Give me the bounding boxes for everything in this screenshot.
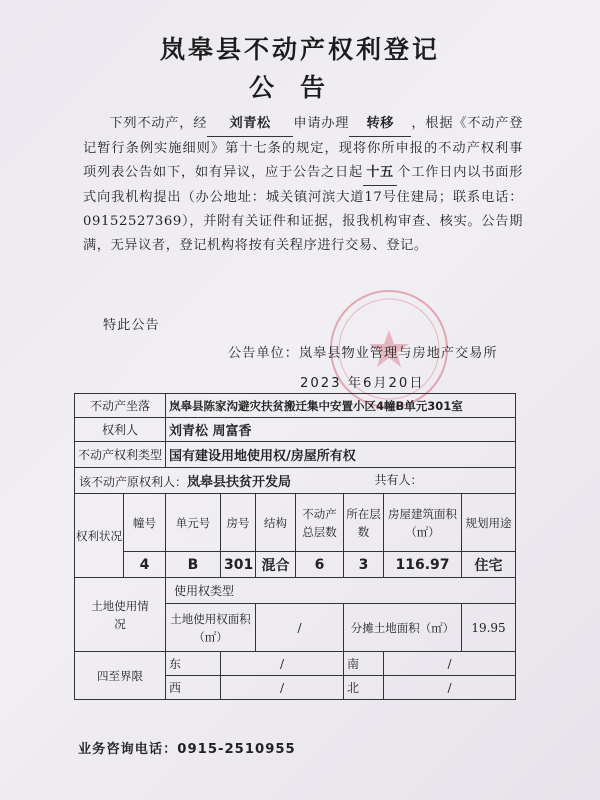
value-floor-area: 116.97: [384, 552, 462, 578]
registration-type: 转移: [349, 112, 411, 137]
intro-text-2: 申请办理: [293, 116, 350, 131]
right-type-label: 不动产权利类型: [75, 442, 166, 468]
co-owner-label: 共有人：: [374, 473, 423, 487]
value-total-floors: 6: [296, 552, 344, 578]
header-floor: 所在层数: [344, 494, 384, 552]
value-floor: 3: [344, 552, 384, 578]
location-value: 岚皋县陈家沟避灾扶贫搬迁集中安置小区4幢B单元301室: [166, 394, 516, 418]
orig-holder-row: [75, 468, 516, 494]
value-building: 4: [124, 552, 166, 578]
header-usage: 规划用途: [462, 494, 516, 552]
date-year: 2023: [300, 376, 342, 391]
north-label: 北: [344, 676, 384, 700]
date-year-suffix: 年: [347, 376, 363, 391]
east-label: 东: [166, 652, 221, 676]
status-label: 权利状况: [75, 494, 124, 578]
right-type-value: 国有建设用地使用权/房屋所有权: [166, 442, 516, 468]
south-label: 南: [344, 652, 384, 676]
east-value: /: [221, 652, 344, 676]
north-value: /: [384, 676, 516, 700]
orig-holder-label: 该不动产原权利人：: [79, 475, 188, 489]
hotline: 业务咨询电话：0915-2510955: [78, 742, 296, 757]
issuing-unit-name: 岚皋县物业管理与房地产交易所: [298, 346, 498, 361]
west-value: /: [221, 676, 344, 700]
date-month-suffix: 月: [373, 376, 389, 391]
header-unit: 单元号: [166, 494, 221, 552]
shared-area-value: 19.95: [462, 604, 516, 652]
land-area-label: 土地使用权面积（㎡）: [166, 604, 256, 652]
header-floor-area: 房屋建筑面积（㎡）: [384, 494, 462, 552]
west-label: 西: [166, 676, 221, 700]
value-room: 301: [221, 552, 256, 578]
header-total-floors: 不动产总层数: [296, 494, 344, 552]
intro-text-4: 个工作日内以书面形式向我机构提出（办公地址：城关镇河滨大道17号住建局；联系电话：09152527369），并附有关证件和证据，报我机构审查、核实。公告期满，无异议者，登记机构将按有关程序进行交易、登记。: [83, 165, 523, 253]
use-type-label: 使用权类型: [166, 578, 516, 604]
notice-subtitle: 公告: [248, 73, 351, 102]
special-notice: 特此公告: [103, 318, 160, 333]
header-structure: 结构: [256, 494, 296, 552]
land-area-value: /: [256, 604, 344, 652]
boundary-label: 四至界限: [75, 652, 166, 700]
property-info-table: [74, 393, 516, 700]
date-month: 6: [362, 376, 374, 391]
issuing-unit: [228, 342, 498, 361]
header-building: 幢号: [124, 494, 166, 552]
date-day: 20: [388, 376, 410, 391]
shared-area-label: 分摊土地面积（㎡）: [344, 604, 462, 652]
orig-holder-value: 岚皋县扶贫开发局: [187, 475, 292, 490]
applicant-name: 刘青松: [207, 112, 293, 137]
south-value: /: [384, 652, 516, 676]
location-label: 不动产坐落: [75, 394, 166, 418]
value-usage: 住宅: [462, 552, 516, 578]
intro-text-3: ，根据《不动产登记暂行条例实施细则》第十七条的规定，现将你所申报的不动产权利事项列表公告如下，如有异议，应于公告之日起: [83, 116, 523, 180]
holder-label: 权利人: [75, 418, 166, 442]
notice-date: [300, 372, 425, 391]
header-room: 房号: [221, 494, 256, 552]
objection-days: 十五: [363, 161, 397, 186]
holder-value: 刘青松 周富香: [166, 418, 516, 442]
notice-body: [83, 112, 523, 258]
date-day-suffix: 日: [409, 376, 425, 391]
value-structure: 混合: [256, 552, 296, 578]
land-use-label: 土地使用情况: [75, 578, 166, 652]
value-unit: B: [166, 552, 221, 578]
issuing-unit-label: 公告单位：: [228, 346, 299, 361]
notice-title: 岚皋县不动产权利登记: [159, 35, 440, 64]
intro-text-1: 下列不动产，经: [109, 116, 208, 131]
